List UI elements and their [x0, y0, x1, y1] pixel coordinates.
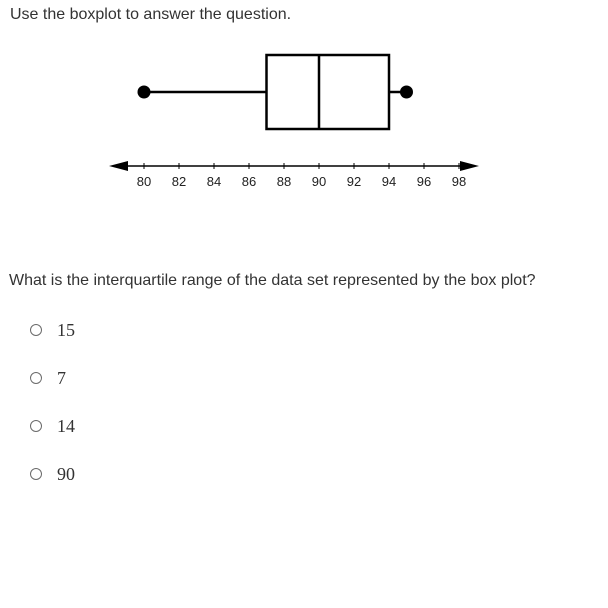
option-2-label: 7 — [57, 367, 66, 388]
axis-arrow-right — [460, 161, 479, 171]
option-1[interactable] — [30, 318, 75, 342]
axis-tick-label: 80 — [136, 174, 152, 189]
max-point — [400, 86, 413, 99]
iqr-box — [267, 55, 390, 129]
axis-tick-label: 92 — [346, 174, 362, 189]
boxplot-chart — [0, 0, 608, 200]
radio-button-2[interactable] — [30, 372, 42, 384]
radio-button-1[interactable] — [30, 324, 42, 336]
radio-button-4[interactable] — [30, 468, 42, 480]
option-4[interactable] — [30, 462, 75, 486]
axis-tick-label: 90 — [311, 174, 327, 189]
min-point — [138, 86, 151, 99]
axis-tick-label: 86 — [241, 174, 257, 189]
option-1-label: 15 — [57, 319, 75, 340]
option-3[interactable] — [30, 414, 75, 438]
intro-text: Use the boxplot to answer the question. — [10, 6, 292, 23]
axis-tick-label: 98 — [451, 174, 467, 189]
axis-tick-label: 82 — [171, 174, 187, 189]
axis-tick-label: 96 — [416, 174, 432, 189]
axis-arrow-left — [109, 161, 128, 171]
option-3-label: 14 — [57, 415, 75, 436]
axis-tick-label: 94 — [381, 174, 397, 189]
option-4-label: 90 — [57, 463, 75, 484]
axis-tick-label: 84 — [206, 174, 222, 189]
radio-button-3[interactable] — [30, 420, 42, 432]
option-2[interactable] — [30, 366, 66, 390]
question-text: What is the interquartile range of the data set represented by the box plot? — [9, 272, 536, 289]
axis-tick-label: 88 — [276, 174, 292, 189]
